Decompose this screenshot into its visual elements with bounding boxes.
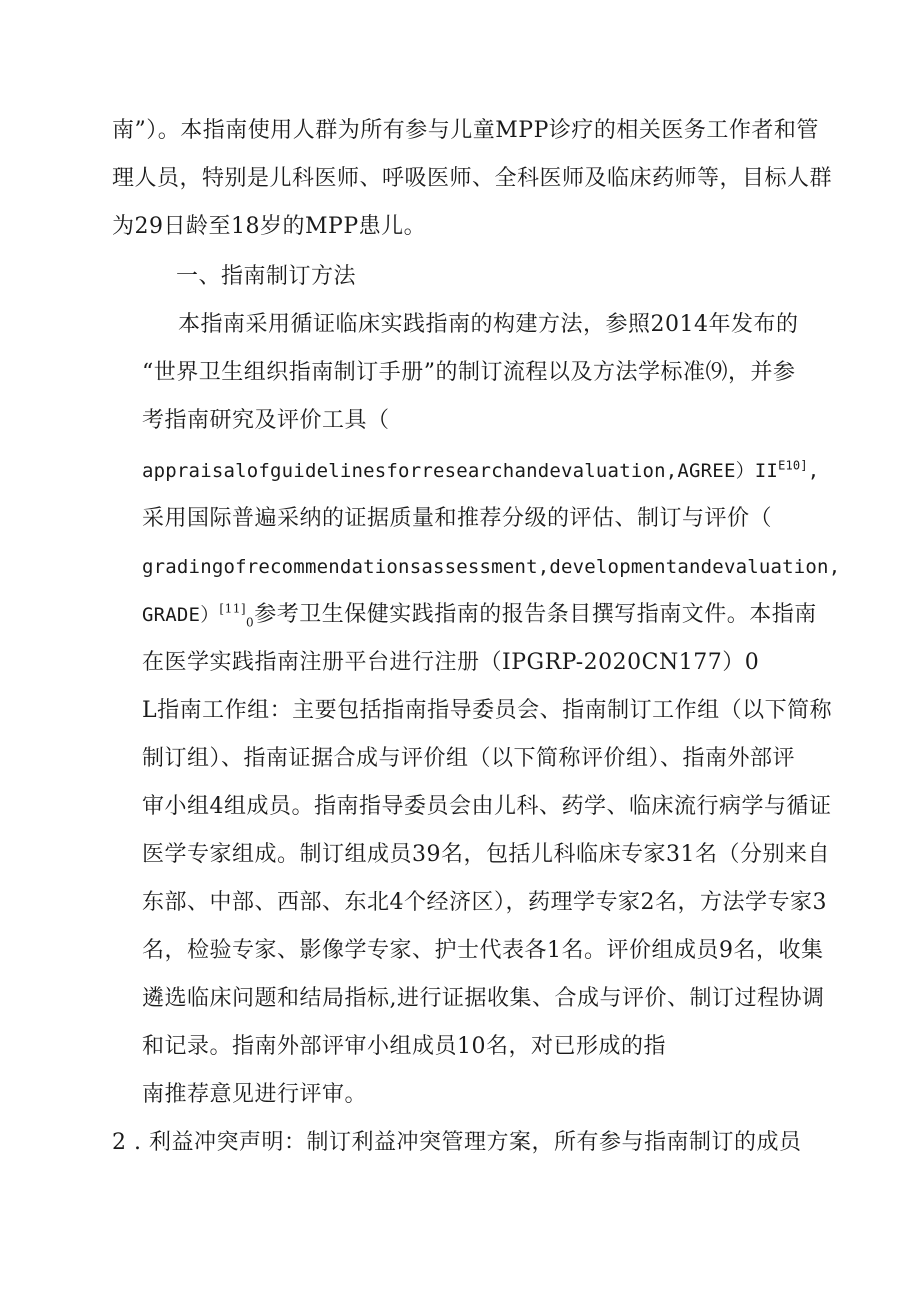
subscript-mark: 0 [246, 615, 255, 630]
text-line: 采用国际普遍采纳的证据质量和推荐分级的评估、制订与评价（ [142, 506, 773, 531]
text-line: 为29日龄至18岁的MPP患儿。 [112, 214, 427, 239]
text-line: 考指南研究及评价工具（ [142, 408, 390, 433]
text-line: 名，检验专家、影像学专家、护士代表各1名。评价组成员9名，收集 [142, 938, 824, 963]
citation-ref: E10] [778, 458, 808, 473]
text-segment: 参考卫生保健实践指南的报告条目撰写指南文件。本指南 [254, 602, 817, 627]
text-line: 本指南采用循证临床实践指南的构建方法，参照2014年发布的 [178, 312, 799, 337]
text-line: gradingofrecommendationsassessment,developmentandevaluation, [142, 556, 841, 578]
text-line: 遴选临床问题和结局指标,进行证据收集、合成与评价、制订过程协调 [142, 986, 825, 1011]
text-line: 医学专家组成。制订组成员39名，包括儿科临床专家31名（分别来自 [142, 842, 830, 867]
text-line: “世界卫生组织指南制订手册”的制订流程以及方法学标准⑼，并参 [142, 360, 796, 385]
citation-ref: [11] [219, 601, 247, 616]
agree-term: appraisalofguidelinesforresearchandevaluation,AGREE）II [142, 460, 779, 482]
text-line: 南”）。本指南使用人群为所有参与儿童MPP诊疗的相关医务工作者和管 [112, 118, 819, 143]
text-line: 理人员，特别是儿科医师、呼吸医师、全科医师及临床药师等，目标人群 [112, 166, 833, 191]
text-line: 2 . 利益冲突声明：制订利益冲突管理方案，所有参与指南制订的成员 [112, 1130, 802, 1155]
grade-term: GRADE） [142, 604, 220, 626]
text-line: 制订组）、指南证据合成与评价组（以下简称评价组）、指南外部评 [142, 746, 796, 771]
section-heading: 一、指南制订方法 [176, 264, 357, 289]
text-line: 东部、中部、西部、东北4个经济区），药理学专家2名，方法学专家3 [142, 890, 827, 915]
text-line: 南推荐意见进行评审。 [142, 1082, 368, 1107]
punctuation: , [807, 460, 820, 482]
text-line: 审小组4组成员。指南指导委员会由儿科、药学、临床流行病学与循证 [142, 794, 832, 819]
text-line [142, 600, 817, 630]
text-line: 在医学实践指南注册平台进行注册（IPGRP-2020CN177）0 [142, 650, 760, 675]
text-line: 和记录。指南外部评审小组成员10名，对已形成的指 [142, 1034, 666, 1059]
text-line: L指南工作组：主要包括指南指导委员会、指南制订工作组（以下简称 [142, 698, 833, 723]
text-line [142, 456, 819, 486]
